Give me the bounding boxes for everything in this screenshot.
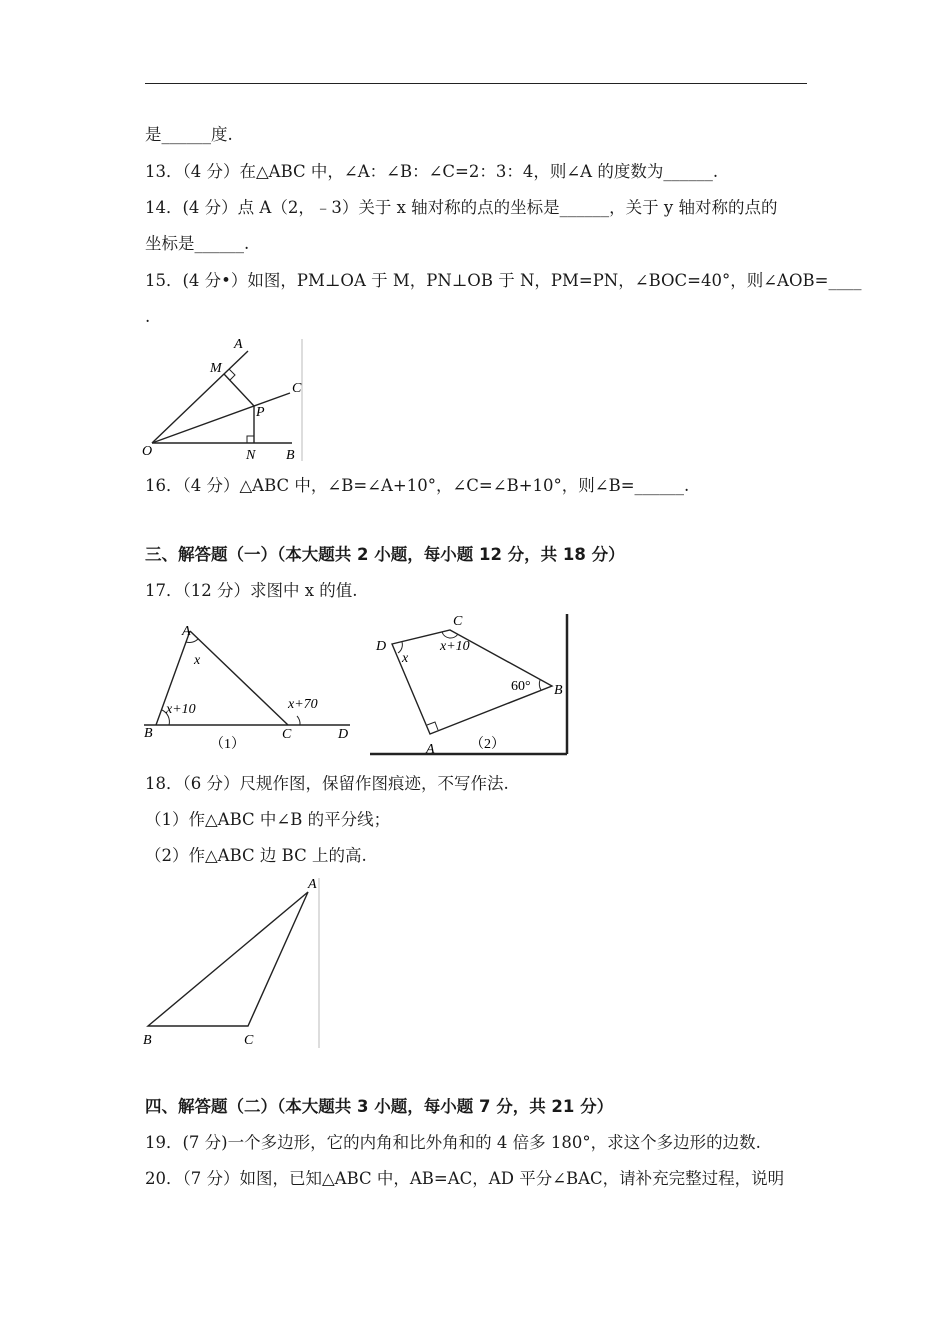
fig2-label-D: D	[376, 639, 387, 654]
triangle-ABC	[148, 892, 308, 1026]
fig2-caption: （2）	[470, 737, 505, 752]
question-19: 19．(7 分)一个多边形，它的内角和比外角和的 4 倍多 180°，求这个多边形的边数.	[145, 1133, 761, 1152]
label-N: N	[246, 448, 256, 463]
question-18-part2: （2）作△ABC 边 BC 上的高.	[145, 846, 367, 865]
fig1-label-D: D	[338, 727, 349, 742]
fig18-label-A: A	[308, 877, 317, 892]
fig2-label-C: C	[453, 614, 463, 629]
section-4-heading: 四、解答题（二）（本大题共 3 小题，每小题 7 分，共 21 分）	[145, 1097, 614, 1116]
side-AC	[190, 631, 288, 725]
ray-OA	[152, 351, 248, 443]
fig1-label-B: B	[144, 726, 153, 741]
fig1-angle-C: x+70	[288, 697, 318, 712]
fig2-label-A: A	[426, 742, 435, 757]
question-20: 20．（7 分）如图，已知△ABC 中，AB=AC，AD 平分∠BAC，请补充完整过程，说明	[145, 1169, 785, 1188]
fig1-label-C: C	[282, 727, 292, 742]
fig1-caption: （1）	[210, 737, 245, 752]
right-angle-M	[229, 369, 235, 380]
question-14-line1: 14．(4 分）点 A（2，﹣3）关于 x 轴对称的点的坐标是______，关于 y 轴对称的点的	[145, 198, 778, 217]
fig18-label-B: B	[143, 1033, 152, 1048]
segment-PM	[224, 374, 254, 406]
fig1-label-A: A	[182, 624, 191, 639]
question-14-line2: 坐标是______.	[145, 234, 250, 253]
question-18: 18．（6 分）尺规作图，保留作图痕迹，不写作法.	[145, 774, 509, 793]
fig2-angle-x: x	[402, 651, 409, 666]
fig1-angle-B: x+10	[166, 702, 196, 717]
question-13: 13．（4 分）在△ABC 中，∠A：∠B：∠C=2：3：4，则∠A 的度数为______.	[145, 162, 719, 181]
ray-OC	[152, 393, 290, 443]
figure-q15	[140, 336, 306, 464]
question-18-part1: （1）作△ABC 中∠B 的平分线；	[145, 810, 391, 829]
question-17: 17．（12 分）求图中 x 的值.	[145, 581, 358, 600]
fig18-label-C: C	[244, 1033, 254, 1048]
section-3-heading: 三、解答题（一）（本大题共 2 小题，每小题 12 分，共 18 分）	[145, 545, 625, 564]
question-15-line1: 15．(4 分•）如图，PM⊥OA 于 M，PN⊥OB 于 N，PM=PN，∠BOC=40°，则∠AOB=____	[145, 271, 862, 290]
question-15-line2: .	[145, 307, 151, 326]
q12-tail: 是______度.	[145, 125, 233, 144]
label-C: C	[292, 381, 302, 396]
header-rule	[145, 83, 807, 84]
right-angle-N	[247, 436, 254, 443]
fig2-label-B: B	[554, 683, 563, 698]
label-O: O	[142, 444, 153, 459]
question-16: 16．（4 分）△ABC 中，∠B=∠A+10°，∠C=∠B+10°，则∠B=______.	[145, 476, 690, 495]
label-B: B	[286, 448, 295, 463]
figure-q17	[140, 610, 572, 758]
fig2-angle-B: 60°	[511, 679, 531, 694]
label-M: M	[210, 361, 222, 376]
label-P: P	[256, 405, 265, 420]
fig1-angle-x: x	[194, 653, 201, 668]
fig2-angle-C: x+10	[440, 639, 470, 654]
figure-q18	[140, 874, 324, 1050]
label-A: A	[234, 337, 243, 352]
